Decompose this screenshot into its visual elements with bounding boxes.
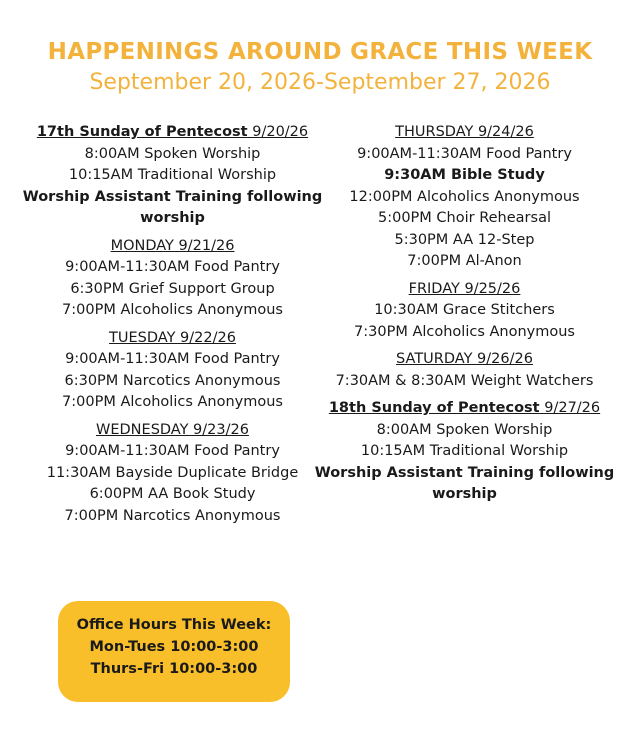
schedule-event: 9:30AM Bible Study — [384, 167, 545, 183]
day-heading-date: SATURDAY 9/26/26 — [396, 351, 533, 367]
schedule-event: 10:30AM Grace Stitchers — [374, 302, 555, 318]
schedule-event: 6:30PM Grief Support Group — [70, 280, 275, 297]
flyer-header — [0, 38, 640, 98]
day-heading-date: THURSDAY 9/24/26 — [395, 124, 534, 140]
schedule-event: 5:00PM Choir Rehearsal — [378, 210, 551, 226]
day-heading-date: 9/27/26 — [539, 400, 601, 416]
schedule-day-section — [20, 236, 325, 322]
office-hours-mon-tues: Mon-Tues 10:00-3:00 — [89, 639, 259, 655]
schedule-event: 7:30AM & 8:30AM Weight Watchers — [335, 372, 594, 389]
schedule-event: 8:00AM Spoken Worship — [84, 145, 261, 162]
schedule-day-section — [20, 420, 325, 528]
schedule-day-section — [312, 122, 617, 273]
schedule-event: 11:30AM Bayside Duplicate Bridge — [46, 464, 299, 481]
schedule-event: 5:30PM AA 12-Step — [394, 231, 535, 248]
day-heading-date: MONDAY 9/21/26 — [110, 237, 235, 254]
day-heading-date: TUESDAY 9/22/26 — [109, 329, 236, 346]
day-heading-title: 17th Sunday of Pentecost — [36, 124, 248, 140]
schedule-event: 9:00AM-11:30AM Food Pantry — [65, 351, 280, 367]
day-heading — [20, 236, 325, 258]
day-heading — [312, 349, 617, 371]
day-heading — [20, 328, 325, 350]
day-heading-date: FRIDAY 9/25/26 — [408, 280, 521, 297]
day-heading-date: 9/20/26 — [247, 124, 309, 140]
flyer-title: HAPPENINGS AROUND GRACE THIS WEEK — [47, 39, 593, 65]
schedule-day-section — [312, 279, 617, 344]
schedule-event: 7:00PM Al-Anon — [407, 253, 522, 269]
schedule-event: Worship Assistant Training following worship — [22, 188, 323, 226]
schedule-event: 10:15AM Traditional Worship — [68, 167, 277, 183]
day-heading-title: 18th Sunday of Pentecost — [328, 400, 540, 416]
office-hours-thurs-fri: Thurs-Fri 10:00-3:00 — [90, 661, 258, 677]
office-hours-title: Office Hours This Week: — [76, 617, 272, 633]
schedule-event: 6:30PM Narcotics Anonymous — [64, 372, 281, 389]
schedule-event: 6:00PM AA Book Study — [89, 486, 256, 502]
schedule-event: 10:15AM Traditional Worship — [360, 443, 569, 459]
schedule-event: 8:00AM Spoken Worship — [376, 421, 553, 438]
schedule-day-section — [312, 349, 617, 392]
right-schedule-column — [312, 122, 617, 512]
office-hours-box — [58, 601, 290, 702]
day-heading — [312, 122, 617, 144]
schedule-event: 7:00PM Alcoholics Anonymous — [62, 302, 283, 318]
schedule-day-section — [20, 122, 325, 230]
schedule-event: 9:00AM-11:30AM Food Pantry — [65, 259, 280, 275]
schedule-day-section — [312, 398, 617, 506]
day-heading — [20, 122, 325, 144]
schedule-day-section — [20, 328, 325, 414]
day-heading — [312, 279, 617, 301]
left-schedule-column — [20, 122, 325, 533]
schedule-event: 9:00AM-11:30AM Food Pantry — [357, 145, 572, 162]
schedule-event: 7:00PM Alcoholics Anonymous — [62, 394, 283, 410]
day-heading — [20, 420, 325, 442]
schedule-event: 7:00PM Narcotics Anonymous — [64, 507, 281, 524]
day-heading-date: WEDNESDAY 9/23/26 — [96, 421, 249, 438]
schedule-event: 7:30PM Alcoholics Anonymous — [354, 323, 575, 340]
flyer-date-range: September 20, 2026-September 27, 2026 — [89, 70, 551, 95]
schedule-event: 12:00PM Alcoholics Anonymous — [349, 188, 580, 205]
schedule-event: 9:00AM-11:30AM Food Pantry — [65, 443, 280, 459]
day-heading — [312, 398, 617, 420]
schedule-event: Worship Assistant Training following worship — [314, 464, 615, 502]
